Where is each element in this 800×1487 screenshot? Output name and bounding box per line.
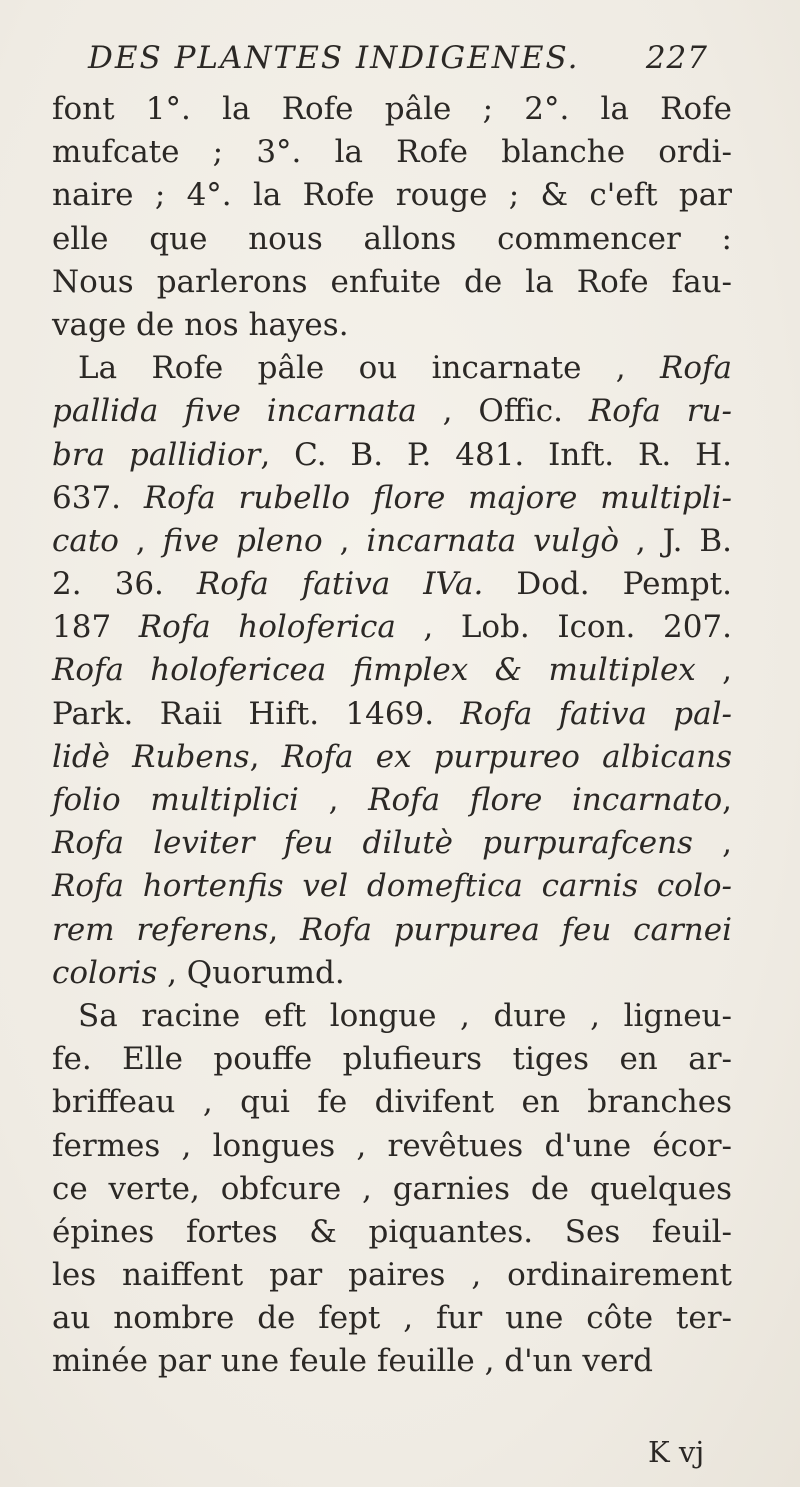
- text-line: [52, 995, 732, 1038]
- italic-text: Rofa fativa IVa.: [196, 566, 484, 603]
- italic-text: Rofa purpurea feu carnei: [299, 911, 733, 948]
- text-segment: briffeau , qui fe divifent en branches: [52, 1084, 732, 1121]
- italic-text: bra pallidior: [52, 436, 261, 473]
- italic-text: five pleno: [162, 522, 323, 559]
- text-line: [52, 520, 732, 563]
- text-segment: minée par une feule feuille , d'un verd: [52, 1343, 653, 1380]
- italic-text: Rofa: [660, 350, 732, 387]
- text-line: [52, 347, 732, 390]
- text-segment: naire ; 4°. la Rofe rouge ; & c'eft par: [52, 177, 732, 214]
- text-segment: ,: [692, 825, 732, 862]
- text-segment: ,: [268, 911, 300, 948]
- text-line: [52, 1038, 732, 1081]
- text-segment: ,: [118, 522, 163, 559]
- text-segment: , J. B.: [619, 522, 733, 559]
- text-line: [52, 1081, 732, 1124]
- text-line: [52, 390, 732, 433]
- text-line: [52, 477, 732, 520]
- text-segment: Dod. Pempt.: [483, 566, 732, 603]
- text-segment: 187: [52, 609, 139, 646]
- italic-text: Rofa flore incarnato: [368, 782, 723, 818]
- text-segment: elle que nous allons commencer :: [52, 220, 732, 257]
- text-segment: Sa racine eft longue , dure , ligneu-: [78, 997, 732, 1034]
- italic-text: lidè Rubens: [52, 738, 250, 775]
- text-segment: ,: [695, 652, 732, 689]
- text-segment: , C. B. P. 481. Inft. R. H.: [260, 436, 733, 473]
- text-segment: , Lob. Icon. 207.: [395, 609, 732, 646]
- text-line: [52, 1254, 732, 1297]
- text-segment: ,: [722, 782, 732, 818]
- text-line: [52, 606, 732, 649]
- italic-text: Rofa leviter feu dilutè purpurafcens: [52, 825, 693, 862]
- text-line: [52, 779, 732, 822]
- italic-text: coloris: [52, 954, 158, 991]
- italic-text: incarnata vulgò: [366, 522, 620, 559]
- text-segment: ce verte, obfcure , garnies de quelques: [52, 1170, 732, 1207]
- text-line: [52, 218, 732, 261]
- italic-text: Rofa ru-: [588, 393, 732, 430]
- text-segment: ,: [249, 738, 282, 775]
- text-line: [52, 1168, 732, 1211]
- italic-text: Rofa holoferica: [138, 609, 396, 646]
- text-segment: fermes , longues , revêtues d'une écor-: [52, 1127, 732, 1164]
- text-segment: les naiffent par paires , ordinairement: [52, 1257, 732, 1294]
- text-segment: , Quorumd.: [157, 954, 345, 991]
- text-line: [52, 693, 732, 736]
- text-segment: ,: [322, 522, 367, 559]
- text-segment: 637.: [52, 479, 144, 516]
- text-segment: ,: [298, 782, 369, 818]
- body-text: [52, 88, 732, 1384]
- text-line: [52, 174, 732, 217]
- text-segment: , Offic.: [416, 393, 589, 430]
- text-line: [52, 1125, 732, 1168]
- text-line: [52, 865, 732, 908]
- italic-text: pallida five incarnata: [52, 393, 417, 430]
- italic-text: Rofa hortenfis vel domeftica carnis colo-: [52, 868, 732, 905]
- signature-mark: K vj: [648, 1435, 705, 1469]
- running-header: [88, 40, 708, 80]
- text-line: [52, 649, 732, 692]
- text-line: [52, 88, 732, 131]
- text-segment: 2. 36.: [52, 566, 197, 603]
- text-segment: Park. Raii Hift. 1469.: [52, 695, 461, 732]
- running-title: DES PLANTES INDIGENES.: [88, 40, 580, 76]
- text-segment: vage de nos hayes.: [52, 306, 349, 343]
- italic-text: Rofa fativa pal-: [460, 695, 732, 732]
- text-line: [52, 304, 732, 347]
- text-segment: mufcate ; 3°. la Rofe blanche ordi-: [52, 134, 732, 171]
- text-line: [52, 1297, 732, 1340]
- text-line: [52, 952, 732, 995]
- italic-text: cato: [52, 522, 119, 559]
- italic-text: rem referens: [52, 911, 269, 948]
- text-line: [52, 434, 732, 477]
- page-number: 227: [645, 40, 708, 76]
- text-segment: La Rofe pâle ou incarnate ,: [78, 350, 661, 387]
- italic-text: Rofa rubello flore majore multipli-: [143, 479, 732, 516]
- italic-text: folio multiplici: [52, 782, 299, 818]
- text-line: [52, 1340, 732, 1383]
- text-line: [52, 563, 732, 606]
- text-segment: au nombre de fept , fur une côte ter-: [52, 1300, 732, 1337]
- text-line: [52, 736, 732, 779]
- italic-text: Rofa ex purpureo albicans: [281, 738, 732, 775]
- text-segment: font 1°. la Rofe pâle ; 2°. la Rofe: [52, 91, 732, 127]
- text-line: [52, 261, 732, 304]
- text-line: [52, 909, 732, 952]
- text-line: [52, 1211, 732, 1254]
- text-line: [52, 131, 732, 174]
- text-segment: fe. Elle pouffe plufieurs tiges en ar-: [52, 1041, 732, 1078]
- text-segment: épines fortes & piquantes. Ses feuil-: [52, 1213, 732, 1250]
- italic-text: Rofa holofericea fimplex & multiplex: [52, 652, 696, 689]
- text-segment: Nous parlerons enfuite de la Rofe fau-: [52, 263, 732, 300]
- text-line: [52, 822, 732, 865]
